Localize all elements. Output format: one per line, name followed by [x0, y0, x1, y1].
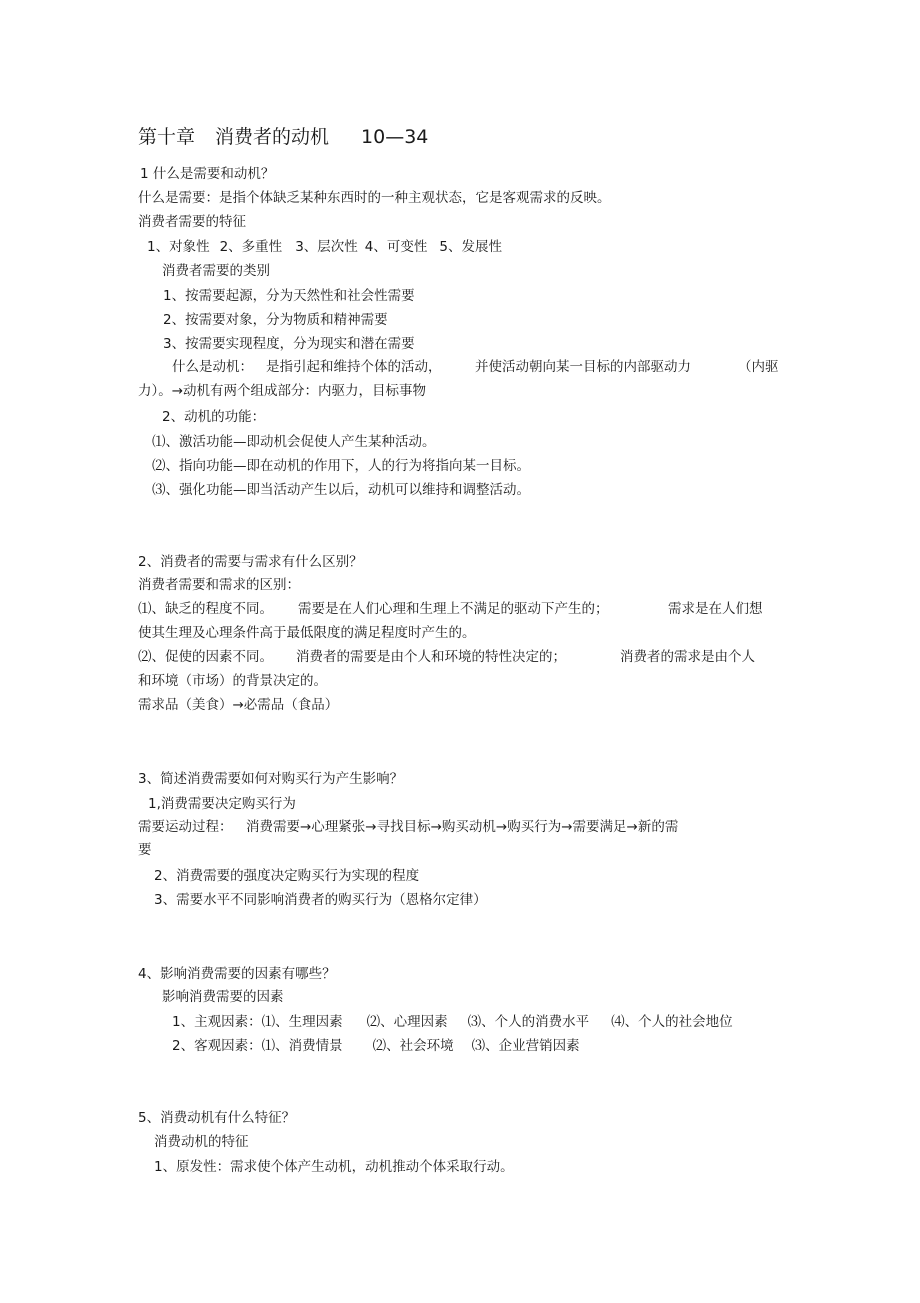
factor-item: ⑵、心理因素 — [366, 1014, 448, 1030]
objective-factors — [172, 1037, 580, 1055]
factor-item: ⑵、社会环境 — [372, 1038, 454, 1054]
feature-item: 3、层次性 — [295, 239, 358, 255]
influence-point: 1,消费需要决定购买行为 — [148, 796, 296, 812]
difference-heading: 消费者需要和需求的区别： — [138, 577, 300, 593]
question-5: 5、消费动机有什么特征？ — [138, 1110, 296, 1126]
motive-features-heading: 消费动机的特征 — [154, 1134, 249, 1150]
difference-1-a: ⑴、缺乏的程度不同。 — [138, 601, 273, 617]
feature-item: 5、发展性 — [439, 239, 502, 255]
motive-definition-line2: 力）。→动机有两个组成部分：内驱力，目标事物 — [138, 383, 427, 399]
question-2: 2、消费者的需要与需求有什么区别？ — [138, 554, 363, 570]
difference-2-b: 消费者的需要是由个人和环境的特性决定的； — [296, 649, 566, 665]
factors-heading: 影响消费需要的因素 — [162, 989, 284, 1005]
question-4: 4、影响消费需要的因素有哪些？ — [138, 966, 336, 982]
difference-1-line2: 使其生理及心理条件高于最低限度的满足程度时产生的。 — [138, 625, 476, 641]
need-category: 1、按需要起源，分为天然性和社会性需要 — [163, 288, 415, 304]
motive-definition-b: 是指引起和维持个体的活动， — [266, 359, 442, 375]
motive-definition-c: 并使活动朝向某一目标的内部驱动力 — [475, 359, 691, 375]
demand-example: 需求品（美食）→必需品（食品） — [138, 697, 339, 713]
factor-item: ⑶、企业营销因素 — [471, 1038, 580, 1054]
difference-2-a: ⑵、促使的因素不同。 — [138, 649, 273, 665]
factor-label: 2、客观因素：⑴、消费情景 — [172, 1038, 343, 1054]
need-categories-heading: 消费者需要的类别 — [162, 263, 270, 279]
page-range: 10—34 — [361, 126, 429, 148]
motive-feature: 1、原发性：需求使个体产生动机，动机推动个体采取行动。 — [154, 1159, 514, 1175]
feature-item: 2、多重性 — [219, 239, 283, 255]
motive-function: ⑴、激活功能—即动机会促使人产生某种活动。 — [152, 434, 436, 450]
factor-label: 1、主观因素：⑴、生理因素 — [172, 1014, 343, 1030]
need-category: 2、按需要对象，分为物质和精神需要 — [163, 312, 388, 328]
subjective-factors — [172, 1013, 733, 1031]
need-features-list — [147, 238, 502, 256]
motive-definition-a: 什么是动机： — [172, 359, 253, 375]
need-definition: 什么是需要：是指个体缺乏某种东西时的一种主观状态，它是客观需求的反映。 — [138, 190, 611, 206]
question-1: 1 什么是需要和动机？ — [140, 166, 275, 182]
difference-2-c: 消费者的需求是由个人 — [620, 649, 755, 665]
motive-function: ⑵、指向功能—即在动机的作用下，人的行为将指向某一目标。 — [152, 458, 530, 474]
motive-function-heading: 2、动机的功能： — [162, 409, 266, 425]
difference-1-c: 需求是在人们想 — [668, 601, 763, 617]
factor-item: ⑶、个人的消费水平 — [467, 1014, 590, 1030]
factor-item: ⑷、个人的社会地位 — [611, 1014, 733, 1030]
chapter-number: 第十章 — [138, 126, 196, 148]
motive-definition-d: （内驱 — [738, 359, 779, 375]
page-title — [138, 124, 428, 150]
feature-item: 4、可变性 — [364, 239, 428, 255]
feature-item: 1、对象性 — [147, 239, 210, 255]
question-3: 3、简述消费需要如何对购买行为产生影响？ — [138, 771, 404, 787]
influence-point: 2、消费需要的强度决定购买行为实现的程度 — [154, 868, 420, 884]
need-features-heading: 消费者需要的特征 — [138, 214, 246, 230]
difference-1-b: 需要是在人们心理和生理上不满足的驱动下产生的； — [298, 601, 609, 617]
chapter-name: 消费者的动机 — [215, 126, 330, 148]
process-chain-line2: 要 — [138, 842, 152, 858]
motive-function: ⑶、强化功能—即当活动产生以后，动机可以维持和调整活动。 — [152, 482, 530, 498]
process-label: 需要运动过程： — [138, 819, 233, 835]
process-chain: 消费需要→心理紧张→寻找目标→购买动机→购买行为→需要满足→新的需 — [246, 819, 679, 835]
need-category: 3、按需要实现程度，分为现实和潜在需要 — [163, 336, 415, 352]
difference-2-line2: 和环境（市场）的背景决定的。 — [138, 673, 327, 689]
influence-point: 3、需要水平不同影响消费者的购买行为（恩格尔定律） — [154, 892, 487, 908]
